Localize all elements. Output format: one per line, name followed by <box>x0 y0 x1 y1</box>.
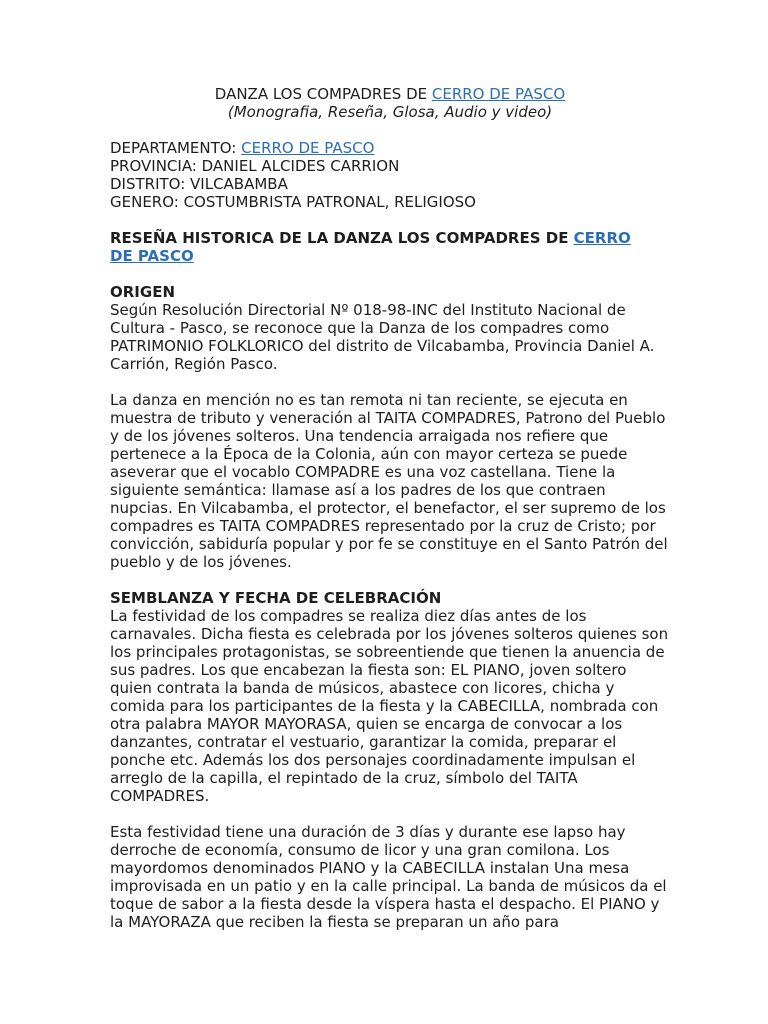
info-block <box>110 139 670 211</box>
semblanza-paragraph-1: La festividad de los compadres se realiza diez días antes de los carnavales. Dicha fiesta es celebrada por los jóvenes solteros quienes son los principales protagonistas, se sobreentiende que tienen la anuencia de sus padres. Los que encabezan la fiesta son: EL PIANO, joven soltero quien contrata la banda de músicos, abastece con licores, chicha y comida para los participantes de la fiesta y la CABECILLA, nombrada con otra palabra MAYOR MAYORASA, quien se encarga de convocar a los danzantes, contratar el vestuario, garantizar la comida, preparar el ponche etc. Además los dos personajes coordinadamente impulsan el arreglo de la capilla, el repintado de la cruz, símbolo del TAITA COMPADRES. <box>110 607 669 805</box>
origen-paragraph-2: La danza en mención no es tan remota ni tan reciente, se ejecuta en muestra de tributo y veneración al TAITA COMPADRES, Patrono del Pueblo y de los jóvenes solteros. Una tendencia arraigada nos refiere que pertenece a la Época de la Colonia, aún con mayor certeza se puede aseverar que el vocablo COMPADRE es una voz castellana. Tiene la siguiente semántica: llamase así a los padres de los que contraen nupcias. En Vilcabamba, el protector, el benefactor, el ser supremo de los compadres es TAITA COMPADRES representado por la cruz de Cristo; por convicción, sabiduría popular y por fe se constituye en el Santo Patrón del pueblo y de los jóvenes. <box>110 391 668 571</box>
resena-heading-text: RESEÑA HISTORICA DE LA DANZA LOS COMPADRES DE <box>110 229 574 247</box>
origen-heading: ORIGEN <box>110 283 175 301</box>
title-text: DANZA LOS COMPADRES DE <box>214 85 432 103</box>
provincia-line: PROVINCIA: DANIEL ALCIDES CARRION <box>110 157 400 175</box>
departamento-label: DEPARTAMENTO: <box>110 139 242 157</box>
origen-paragraph-1: Según Resolución Directorial Nº 018-98-INC del Instituto Nacional de Cultura - Pasco, se reconoce que la Danza de los compadres como PATRIMONIO FOLKLORICO del distrito de Vilcabamba, Provincia Daniel A. Carrión, Región Pasco. <box>110 301 655 373</box>
document-subtitle: (Monografia, Reseña, Glosa, Audio y video) <box>227 103 553 121</box>
departamento-link[interactable]: CERRO DE PASCO <box>241 139 375 157</box>
distrito-line: DISTRITO: VILCABAMBA <box>110 175 288 193</box>
resena-heading <box>110 229 670 265</box>
genero-line: GENERO: COSTUMBRISTA PATRONAL, RELIGIOSO <box>110 193 476 211</box>
departamento-line <box>110 139 670 157</box>
resena-heading-link-2[interactable]: DE PASCO <box>110 247 194 265</box>
document-page <box>110 85 670 931</box>
title-link-cerro-de-pasco[interactable]: CERRO DE PASCO <box>431 85 566 103</box>
document-title <box>110 85 670 103</box>
semblanza-heading: SEMBLANZA Y FECHA DE CELEBRACIÓN <box>110 589 442 607</box>
semblanza-paragraph-2: Esta festividad tiene una duración de 3 días y durante ese lapso hay derroche de economía, consumo de licor y una gran comilona. Los mayordomos denominados PIANO y la CABECILLA instalan Una mesa improvisada en un patio y en la calle principal. La banda de músicos da el toque de sabor a la fiesta desde la víspera hasta el despacho. El PIANO y la MAYORAZA que reciben la fiesta se preparan un año para <box>110 823 667 931</box>
resena-heading-link-1[interactable]: CERRO <box>573 229 631 247</box>
